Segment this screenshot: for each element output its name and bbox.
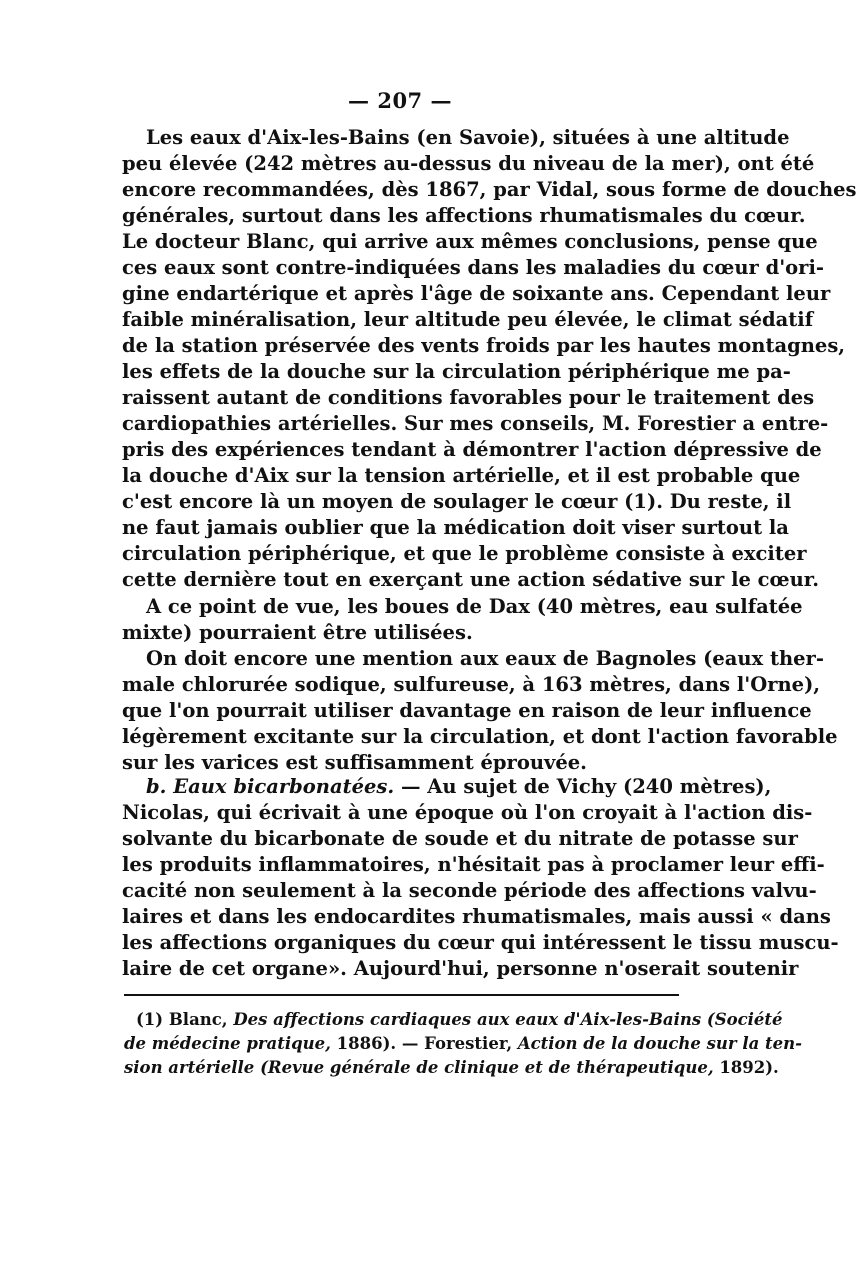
section-b-title: Eaux bicarbonatées.: [173, 775, 395, 798]
body-line: générales, surtout dans les affections rhumatismales du cœur.: [122, 204, 806, 227]
footnote-source-1-cont: de médecine pratique,: [124, 1034, 331, 1053]
page-number: — 207 —: [348, 88, 452, 113]
footnote-title-2-cont: sion artérielle: [124, 1058, 255, 1077]
body-line: circulation périphérique, et que le problème consiste à exciter: [122, 542, 807, 565]
body-line: c'est encore là un moyen de soulager le cœur (1). Du reste, il: [122, 490, 792, 513]
section-b-first-line: [146, 773, 772, 800]
body-line: cacité non seulement à la seconde période des affections valvu-: [122, 879, 817, 902]
body-line: Nicolas, qui écrivait à une époque où l'on croyait à l'action dis-: [122, 801, 813, 824]
footnote-source-2: (Revue générale de clinique et de thérapeutique,: [260, 1058, 714, 1077]
body-line: A ce point de vue, les boues de Dax (40 mètres, eau sulfatée: [146, 595, 803, 618]
footnote-line-1: [136, 1008, 783, 1032]
footnote-marker: (1): [136, 1010, 164, 1029]
body-line: la douche d'Aix sur la tension artérielle, et il est probable que: [122, 464, 801, 487]
footnote-separator: [124, 994, 679, 996]
footnote-year-1: 1886). — Forestier,: [336, 1034, 513, 1053]
footnote-line-3: [124, 1056, 779, 1080]
body-line: de la station préservée des vents froids par les hautes montagnes,: [122, 334, 846, 357]
footnote-title-1: Des affections cardiaques aux eaux d'Aix-les-Bains: [233, 1010, 702, 1029]
body-line: Les eaux d'Aix-les-Bains (en Savoie), situées à une altitude: [146, 126, 790, 149]
body-line: Le docteur Blanc, qui arrive aux mêmes conclusions, pense que: [122, 230, 818, 253]
body-line: sur les varices est suffisamment éprouvée.: [122, 751, 587, 774]
body-line: raissent autant de conditions favorables pour le traitement des: [122, 386, 815, 409]
footnote-year-2: 1892).: [719, 1058, 779, 1077]
body-line: laires et dans les endocardites rhumatismales, mais aussi « dans: [122, 905, 831, 928]
body-line: que l'on pourrait utiliser davantage en raison de leur influence: [122, 699, 812, 722]
section-b-first-line-rest: — Au sujet de Vichy (240 mètres),: [401, 775, 772, 798]
body-line: faible minéralisation, leur altitude peu élevée, le climat sédatif: [122, 308, 814, 331]
body-line: male chlorurée sodique, sulfureuse, à 163 mètres, dans l'Orne),: [122, 673, 821, 696]
body-line: encore recommandées, dès 1867, par Vidal, sous forme de douches: [122, 178, 857, 201]
body-line: On doit encore une mention aux eaux de Bagnoles (eaux ther-: [146, 647, 824, 670]
body-line: solvante du bicarbonate de soude et du nitrate de potasse sur: [122, 827, 798, 850]
body-line: laire de cet organe». Aujourd'hui, personne n'oserait soutenir: [122, 957, 799, 980]
footnote-author-1: Blanc,: [168, 1010, 228, 1029]
body-line: ne faut jamais oublier que la médication doit viser surtout la: [122, 516, 789, 539]
body-line: les effets de la douche sur la circulation périphérique me pa-: [122, 360, 791, 383]
body-line: cardiopathies artérielles. Sur mes conseils, M. Forestier a entre-: [122, 412, 829, 435]
section-b-label: b.: [146, 775, 167, 798]
body-line: les produits inflammatoires, n'hésitait pas à proclamer leur effi-: [122, 853, 825, 876]
body-line: cette dernière tout en exerçant une action sédative sur le cœur.: [122, 568, 820, 591]
body-line: peu élevée (242 mètres au-dessus du niveau de la mer), ont été: [122, 152, 815, 175]
body-line: légèrement excitante sur la circulation, et dont l'action favorable: [122, 725, 838, 748]
body-line: gine endartérique et après l'âge de soixante ans. Cependant leur: [122, 282, 831, 305]
footnote-line-2: [124, 1032, 802, 1056]
footnote-source-1: (Société: [706, 1010, 783, 1029]
footnote-title-2: Action de la douche sur la ten-: [517, 1034, 802, 1053]
body-line: ces eaux sont contre-indiquées dans les maladies du cœur d'ori-: [122, 256, 824, 279]
body-line: les affections organiques du cœur qui intéressent le tissu muscu-: [122, 931, 839, 954]
body-line: pris des expériences tendant à démontrer l'action dépressive de: [122, 438, 822, 461]
body-line: mixte) pourraient être utilisées.: [122, 621, 473, 644]
